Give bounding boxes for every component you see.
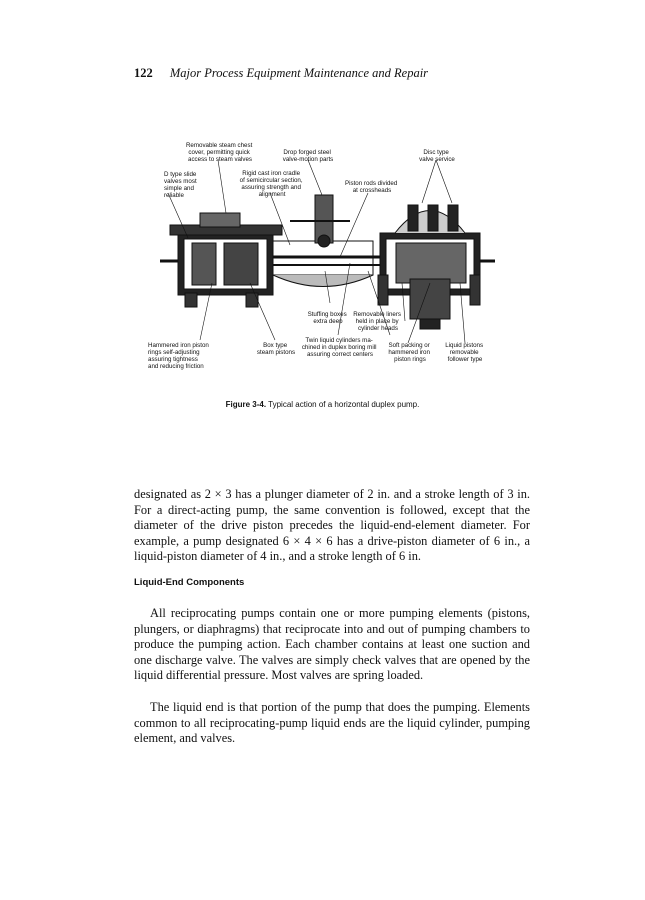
page-number: 122 <box>134 66 153 80</box>
running-title: Major Process Equipment Maintenance and Repair <box>169 66 429 80</box>
figure-number: Figure 3-4. <box>225 400 267 409</box>
figure-caption <box>0 400 645 409</box>
label-steam-chest: Removable steam chest cover, permitting quick access to steam valves <box>185 142 253 163</box>
label-soft-packing: Soft packing or hammered iron piston rings <box>388 342 430 363</box>
label-cradle: Rigid cast iron cradle of semicircular section, assuring strength and alignment <box>239 170 303 198</box>
paragraph-designation: designated as 2 × 3 has a plunger diameter of 2 in. and a stroke length of 3 in. For a direct-acting pump, the same convention is followed, except that the diameter of the drive piston precedes the liquid-end-element diameter. For example, a pump designated 6 × 4 × 6 has a drive-piston diameter of 6 in., a liquid-piston diameter of 4 in., and a stroke length of 6 in. <box>134 487 530 564</box>
section-heading: Liquid-End Components <box>134 577 245 588</box>
label-iron-piston: Hammered iron piston rings self-adjusting assuring tightness and reducing friction <box>148 342 209 370</box>
figure-caption-text: Typical action of a horizontal duplex pump. <box>268 400 420 409</box>
pump-drawing <box>160 195 495 329</box>
label-twin-cylinders: Twin liquid cylinders ma- chined in duplex boring mill assuring correct centers <box>301 337 377 358</box>
label-disc-valve: Disc type valve service <box>419 149 455 163</box>
label-removable-liners: Removable liners held in place by cylinder heads <box>353 311 402 332</box>
paragraph-liquid-end: The liquid end is that portion of the pump that does the pumping. Elements common to all reciprocating-pump liquid ends are the liquid cylinder, pumping element, and valves. <box>134 700 530 746</box>
paragraph-pumping-elements: All reciprocating pumps contain one or more pumping elements (pistons, plungers, or diaphragms) that reciprocate into and out of pumping chambers to produce the pumping action. Each chamber contains at least one suction and one discharge valve. The valves are simply check valves that are opened by the liquid differential pressure. Most valves are spring loaded. <box>134 606 530 683</box>
label-d-valves: D type slide valves most simple and reliable <box>164 171 197 199</box>
label-box-type: Box type steam pistons <box>256 342 296 356</box>
pump-figure <box>140 133 510 378</box>
label-liquid-pistons: Liquid pistons removable follower type <box>445 342 484 363</box>
label-piston-rods: Piston rods divided at crossheads <box>344 180 398 194</box>
label-drop-forged: Drop forged steel valve-motion parts <box>282 149 334 163</box>
page-header <box>134 66 428 81</box>
label-stuffing-boxes: Stuffing boxes extra deep <box>307 311 347 325</box>
